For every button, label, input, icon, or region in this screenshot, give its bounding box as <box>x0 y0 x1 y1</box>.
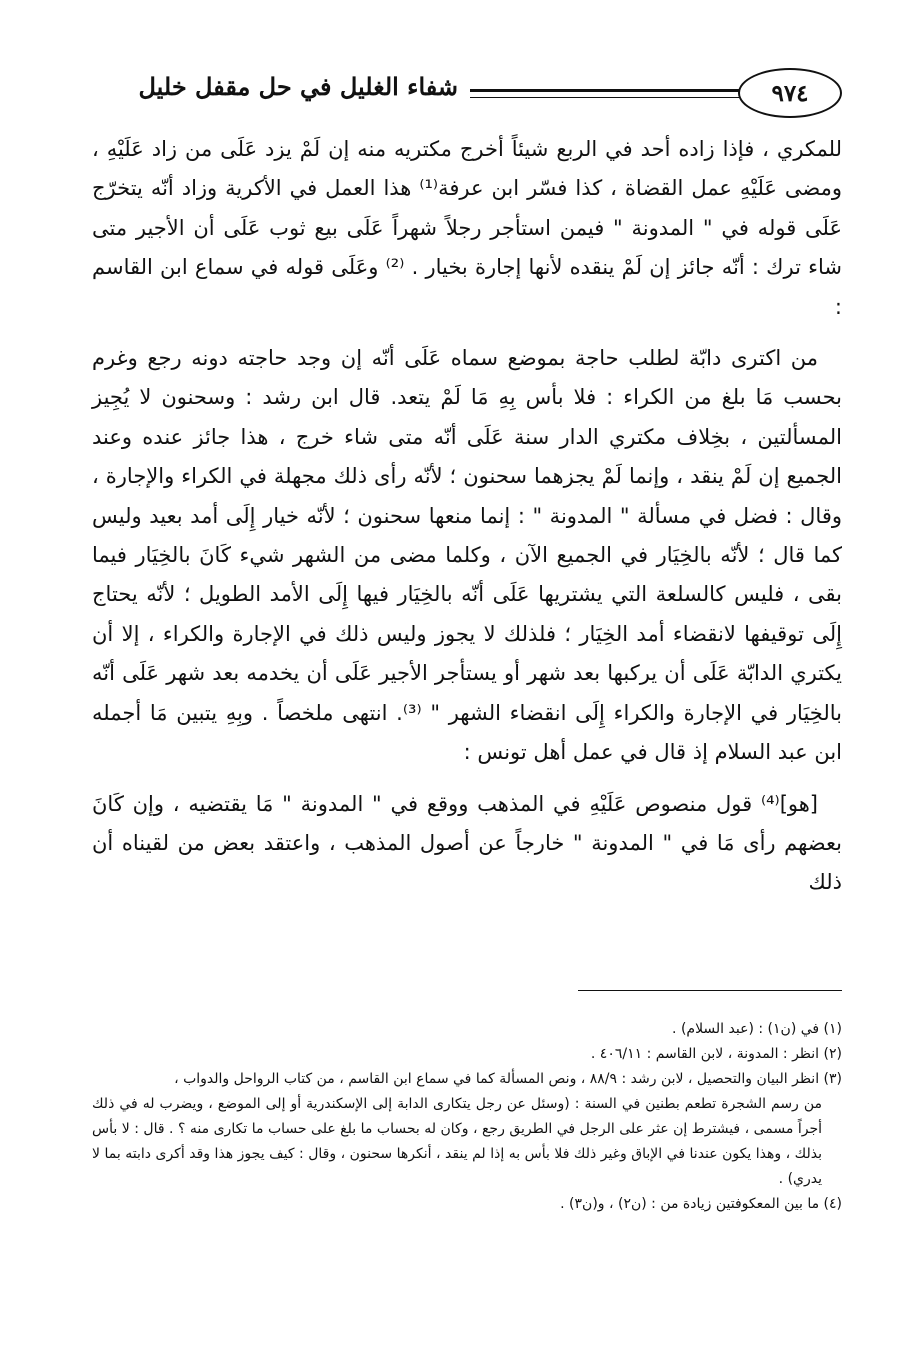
paragraph-3: [هو]⁽⁴⁾ قول منصوص عَلَيْهِ في المذهب ووقع في " المدونة " مَا يقتضيه ، وإن كَانَ بعضهم رأى مَا في " المدونة " خارجاً عن أصول المذهب ، واعتقد بعض من لقيناه أن ذلك <box>92 791 842 895</box>
footnote-1: (١) في (ن١) : (عبد السلام) . <box>672 1021 842 1037</box>
footnote-separator <box>578 990 842 991</box>
footnote-3-head: (٣) انظر البيان والتحصيل ، لابن رشد : ٨٨/٩ ، ونص المسألة كما في سماع ابن القاسم ، من كتاب الرواحل والدواب ، <box>174 1071 842 1087</box>
page-header <box>82 68 842 124</box>
paragraph-2: من اكترى دابّة لطلب حاجة بموضع سماه عَلَى أنّه إن وجد حاجته دونه رجع وغرم بحسب مَا بلغ من الكراء : فلا بأس بِهِ مَا لَمْ يتعد. قال ابن رشد : وسحنون لا يُجِيز المسألتين ، بخِلاف مكتري الدار سنة عَلَى أنّه متى شاء خرج ، هذا جائز عنده وعند الجميع إن لَمْ ينقد ، وإنما لَمْ يجزهما سحنون ؛ لأنّه رأى ذلك مجهلة في الكراء والإجارة ، وقال : فضل في مسألة " المدونة " : إنما منعها سحنون ؛ لأنّه خيار إِلَى أمد بعيد وليس كما قال ؛ لأنّه بالخِيَار في الجميع الآن ، وكلما مضى من الشهر شيء كَانَ بالخِيَار فيما بقى ، فليس كالسلعة التي يشتريها عَلَى أنّه بالخِيَار فيها إِلَى الأمد الطويل ؛ لأنّه يحتاج إِلَى توقيفها لانقضاء أمد الخِيَار ؛ فلذلك لا يجوز وليس ذلك في الإجارة والكراء ، إلا أن يكتري الدابّة عَلَى أن يركبها بعد شهر أو يستأجر الأجير عَلَى أن يخدمه بعد شهر عَلَى أنّه بالخِيَار في الإجارة والكراء إِلَى انقضاء الشهر " ⁽³⁾. انتهى ملخصاً . وبِهِ يتبين مَا أجمله ابن عبد السلام إذ قال في عمل أهل تونس : <box>92 346 842 765</box>
footnote-2: (٢) انظر : المدونة ، لابن القاسم : ٤٠٦/١١ . <box>590 1046 842 1062</box>
footnotes <box>92 1017 842 1217</box>
footnote-4: (٤) ما بين المعكوفتين زيادة من : (ن٢) ، و(ن٣) . <box>560 1196 842 1212</box>
footnote-3-body: من رسم الشجرة تطعم بطنين في السنة : (وسئل عن رجل يتكارى الدابة إلى الإسكندرية أو إلى الموضع ، ويضرب له في ذلك أجراً مسمى ، فيشترط إن عثر على الرجل في الطريق رجع ، وكان له بحساب ما بلغ على حساب ما تكارى منه ؟ . قال : لا بأس بذلك ، وهذا يكون عندنا في الإباق وغير ذلك فلا بأس به إذا لم ينقد ، أنكرها سحنون ، وقال : كيف يجوز هذا وقد أكرى دابته بما لا يدري) . <box>92 1096 822 1187</box>
main-text <box>92 130 842 903</box>
paragraph-1: للمكري ، فإذا زاده أحد في الربع شيئاً أخرج مكتريه منه إن لَمْ يزد عَلَى من زاد عَلَيْهِ ، ومضى عَلَيْهِ عمل القضاة ، كذا فسّر ابن عرفة⁽¹⁾ هذا العمل في الأكرية وزاد أنّه يتخرّج عَلَى قوله في " المدونة " فيمن استأجر رجلاً شهراً عَلَى بيع ثوب عَلَى أن الأجير متى شاء ترك : أنّه جائز إن لَمْ ينقده لأنها إجارة بخيار . ⁽²⁾ وعَلَى قوله في سماع ابن القاسم : <box>92 137 842 319</box>
header-rule <box>470 89 740 98</box>
page-number: ٩٧٤ <box>738 68 842 118</box>
running-title: شفاء الغليل في حل مقفل خليل <box>138 72 458 101</box>
